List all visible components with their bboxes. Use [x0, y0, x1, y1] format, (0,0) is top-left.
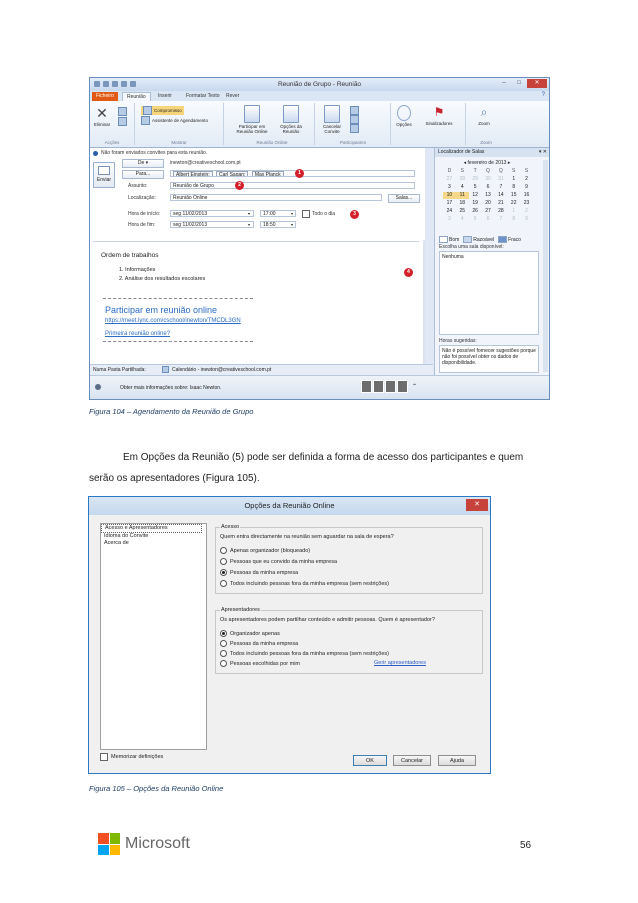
shared-folder-label: Numa Pasta Partilhada:: [93, 367, 146, 373]
calendar-day[interactable]: 3: [448, 184, 451, 190]
message-editor[interactable]: [93, 241, 419, 360]
outlook-meeting-window: [89, 77, 550, 400]
calendar-day[interactable]: 19: [472, 200, 478, 206]
address-book-icon[interactable]: [350, 106, 359, 115]
calendar-day[interactable]: 5: [473, 216, 477, 222]
calendar-day[interactable]: 9: [525, 216, 528, 222]
apresentadores-legend: Apresentadores: [221, 607, 260, 613]
tab-formatar-texto[interactable]: Formatar Texto: [186, 93, 220, 99]
calendar-day[interactable]: 2: [525, 208, 528, 214]
radio-icon: [220, 580, 227, 587]
radio-icon: [220, 558, 227, 565]
help-icon[interactable]: ?: [541, 92, 545, 98]
calendar-day[interactable]: 6: [486, 216, 490, 222]
person-icon: [95, 384, 101, 390]
info-icon: [93, 151, 98, 156]
opcoes-reuniao-button[interactable]: Opções da Reunião: [272, 105, 310, 134]
hora-fim-date[interactable]: seg 11/02/2013: [170, 221, 254, 228]
microsoft-logo: [98, 833, 190, 855]
room-list[interactable]: [439, 251, 539, 335]
group-opcoes: [391, 103, 466, 145]
category-item[interactable]: Acesso e Apresentadores: [101, 524, 202, 533]
acesso-option[interactable]: Todos incluindo pessoas fora da minha empresa (sem restrições): [220, 580, 389, 587]
calendar-day[interactable]: 25: [459, 208, 466, 214]
acesso-option[interactable]: Pessoas da minha empresa: [220, 569, 298, 576]
category-item[interactable]: Acerca de: [104, 540, 129, 546]
online-meeting-icon: [244, 105, 260, 123]
avatar[interactable]: [385, 380, 396, 393]
divider: [103, 298, 253, 299]
calendar-day[interactable]: 21: [498, 200, 504, 206]
online-meeting-url[interactable]: https://meet.lync.com/cschool/inewton/TMCDL3GN: [105, 318, 241, 324]
calendar-day[interactable]: 10: [443, 192, 456, 199]
calendar-day[interactable]: 14: [498, 192, 504, 198]
para-button[interactable]: Para...: [122, 170, 164, 179]
page-number: 56: [520, 840, 532, 851]
title-bar: [90, 78, 549, 91]
compromisso-button[interactable]: Compromisso: [141, 106, 184, 115]
microsoft-logo-icon: [98, 833, 120, 855]
participar-reuniao-online-button[interactable]: Participar em Reunião Online: [232, 105, 272, 134]
figure-caption: Figura 105 – Opções da Reunião Online: [89, 784, 224, 793]
editor-title: Ordem de trabalhos: [101, 252, 159, 259]
calendar-icon: [143, 106, 152, 115]
calendar-day[interactable]: 27: [446, 176, 453, 182]
calendar-day[interactable]: 1: [512, 208, 516, 214]
ok-button[interactable]: OK: [353, 755, 387, 766]
maximize-icon[interactable]: □: [517, 80, 521, 86]
close-icon[interactable]: ✕: [466, 499, 488, 511]
calendar-day[interactable]: 18: [459, 200, 466, 206]
meeting-options-icon: [283, 105, 299, 123]
cancel-invitation-icon: [324, 105, 340, 123]
calendar-day[interactable]: 28: [498, 208, 504, 214]
group-reuniao-online: Participar em Reunião Online Opções da Reunião Reunião Online: [230, 103, 315, 145]
recipient-chip[interactable]: Albert Einstein;: [173, 171, 213, 177]
options-icon: [397, 105, 411, 121]
calendar-day[interactable]: 15: [510, 192, 517, 198]
calendar-day[interactable]: 7: [499, 184, 503, 190]
suggested-times-label: Horas sugeridas:: [439, 338, 477, 344]
assunto-label: Assunto:: [128, 183, 148, 189]
assistente-agendamento-button[interactable]: Assistente de Agendamento: [141, 116, 208, 125]
calendar-day[interactable]: 4: [460, 184, 464, 190]
marker-3: 3: [350, 210, 359, 219]
recipient-chip[interactable]: Max Planck: [252, 171, 284, 177]
radio-icon: [220, 547, 227, 554]
calendar-day[interactable]: 3: [448, 216, 451, 222]
magnifier-icon: ⌕: [480, 105, 488, 119]
tab-rever[interactable]: Rever: [226, 93, 240, 99]
people-pane: [90, 375, 549, 399]
divider: [103, 341, 253, 342]
weekday-label: Q: [486, 168, 490, 174]
figure-caption: Figura 104 – Agendamento da Reunião de Grupo: [89, 407, 254, 416]
chevron-down-icon[interactable]: ▾: [291, 222, 294, 227]
tab-inserir[interactable]: Inserir: [158, 93, 172, 99]
online-meeting-options-dialog: [88, 496, 491, 774]
tab-ficheiro[interactable]: Ficheiro: [92, 92, 118, 101]
checkbox-icon: [302, 210, 310, 218]
close-icon[interactable]: ✕: [527, 79, 547, 88]
calendar-day[interactable]: 22: [510, 200, 517, 206]
weekday-label: S: [460, 168, 464, 174]
pane-scrollbar[interactable]: [543, 160, 548, 372]
close-icon[interactable]: ▾ ✕: [538, 149, 547, 155]
send-button[interactable]: Enviar: [93, 162, 115, 188]
radio-selected-icon: [220, 569, 227, 576]
radio-selected-icon: [220, 630, 227, 637]
calendar-day[interactable]: 31: [498, 176, 504, 182]
meeting-form: [90, 148, 425, 389]
calendar-day[interactable]: 9: [525, 184, 528, 190]
eliminar-button[interactable]: ✕ Eliminar: [93, 105, 111, 127]
participant-avatars: [361, 380, 408, 393]
choose-room-label: Escolha uma sala disponível:: [439, 244, 504, 250]
acesso-question: Quem entra directamente na reunião sem aguardar na sala de espera?: [220, 534, 394, 540]
zoom-button[interactable]: ⌕ Zoom: [470, 105, 498, 126]
shared-calendar-value[interactable]: Calendário - inewton@creativeschool.com.pt: [172, 367, 272, 373]
response-options-icon[interactable]: [350, 124, 359, 133]
para-field[interactable]: [170, 170, 415, 177]
apresentadores-option[interactable]: Pessoas da minha empresa: [220, 640, 298, 647]
legend-razoavel: Razoável: [463, 236, 494, 243]
calendar-day[interactable]: 20: [485, 200, 491, 206]
info-bar: Não foram enviados convites para esta reunião.: [93, 150, 207, 156]
apresentadores-option[interactable]: Organizador apenas: [220, 630, 280, 637]
category-item[interactable]: Idioma do Convite: [104, 533, 149, 539]
next-month-icon[interactable]: ▸: [507, 160, 511, 166]
calendar-day[interactable]: 7: [499, 216, 503, 222]
window-title: Reunião de Grupo - Reunião: [277, 81, 362, 88]
assunto-field[interactable]: Reunião de Grupo: [170, 182, 415, 189]
online-meeting-link[interactable]: Participar em reunião online: [105, 305, 218, 315]
acesso-group: [215, 524, 483, 594]
onenote-icon[interactable]: [118, 117, 127, 126]
cancelar-convite-button[interactable]: Cancelar Convite: [318, 105, 346, 134]
prev-month-icon[interactable]: ◂: [463, 160, 467, 166]
minimize-icon[interactable]: –: [502, 80, 506, 86]
logo-square: [98, 833, 109, 844]
apresentadores-question: Os apresentadores podem partilhar conteúdo e admitir pessoas. Quem é apresentador?: [220, 617, 435, 623]
ribbon: [90, 101, 549, 148]
flag-icon: ⚑: [433, 105, 445, 119]
remember-settings-checkbox[interactable]: Memorizar definições: [100, 753, 163, 761]
hora-fim-label: Hora de fim:: [128, 222, 156, 228]
marker-2: 2: [235, 181, 244, 190]
calendar-day[interactable]: 8: [512, 184, 516, 190]
calendar-day[interactable]: 30: [485, 176, 491, 182]
calendar-day[interactable]: 8: [512, 216, 516, 222]
calendar-day[interactable]: 11: [456, 192, 469, 199]
suggested-times-box: Não é possível fornecer sugestões porque não foi possível obter os dados de disponibilidade.: [439, 345, 539, 373]
chevron-up-icon[interactable]: ⌃: [412, 384, 418, 390]
calendar-day[interactable]: 27: [485, 208, 491, 214]
chevron-down-icon[interactable]: ▾: [248, 222, 251, 227]
people-pane-info: Obter mais informações sobre: Isaac Newton.: [120, 385, 222, 391]
radio-icon: [220, 650, 227, 657]
calendar-day[interactable]: 29: [472, 176, 478, 182]
forward-icon[interactable]: [118, 107, 127, 116]
calendar-day[interactable]: 1: [512, 176, 516, 182]
localizacao-label: Localização:: [128, 195, 156, 201]
opcoes-button[interactable]: Opções: [393, 105, 415, 127]
ajuda-button[interactable]: Ajuda: [438, 755, 476, 766]
de-value: inewton@creativeschool.com.pt: [170, 160, 241, 166]
tab-reuniao[interactable]: Reunião: [122, 92, 151, 102]
acesso-option[interactable]: Apenas organizador (bloqueado): [220, 547, 310, 554]
calendar-day[interactable]: 12: [472, 192, 478, 198]
weekday-label: S: [524, 168, 529, 174]
calendar-day[interactable]: 26: [472, 208, 478, 214]
acesso-legend: Acesso: [221, 524, 240, 530]
acesso-option[interactable]: Pessoas que eu convido da minha empresa: [220, 558, 337, 565]
room-finder-pane: [434, 148, 550, 375]
sinalizadores-button[interactable]: ⚑ Sinalizadores: [417, 105, 461, 126]
hora-inicio-date[interactable]: seg 11/02/2013: [170, 210, 254, 217]
marker-1: 1: [295, 169, 304, 178]
calendar-day[interactable]: 2: [525, 176, 528, 182]
room-finder-title: Localizador de Salas ▾ ✕: [435, 148, 550, 157]
delete-icon: ✕: [96, 105, 108, 121]
salas-button[interactable]: Salas...: [388, 194, 420, 203]
legend-bom: Bom: [439, 236, 459, 243]
first-meeting-link[interactable]: Primeira reunião online?: [105, 331, 171, 337]
scheduling-icon: [141, 116, 150, 125]
chevron-down-icon[interactable]: ▾: [248, 211, 251, 216]
agenda-item: 1. Informações: [119, 267, 156, 273]
calendar-day[interactable]: 5: [473, 184, 477, 190]
shared-folder-bar: [90, 364, 433, 375]
cancelar-button[interactable]: Cancelar: [393, 755, 431, 766]
calendar-day[interactable]: 16: [523, 192, 530, 198]
room-list-item[interactable]: Nenhuma: [442, 254, 464, 260]
group-zoom: ⌕ Zoom Zoom: [466, 103, 506, 145]
logo-square: [110, 833, 121, 844]
hora-inicio-label: Hora de início:: [128, 211, 161, 217]
group-participantes: Cancelar Convite Participantes: [316, 103, 391, 145]
calendar-day[interactable]: 6: [486, 184, 490, 190]
weekday-label: D: [447, 168, 452, 174]
todo-o-dia-checkbox[interactable]: Todo o dia: [302, 210, 335, 218]
mini-calendar: [443, 168, 533, 223]
avatar[interactable]: [397, 380, 408, 393]
logo-text: Microsoft: [125, 835, 190, 852]
paragraph: Em Opções da Reunião (5) pode ser definida a forma de acesso dos participantes e quem: [123, 452, 524, 463]
group-accoes: ✕ Eliminar Acções: [90, 103, 135, 145]
logo-square: [110, 845, 121, 856]
weekday-label: T: [473, 168, 477, 174]
calendar-day[interactable]: 28: [459, 176, 466, 182]
window-controls: [497, 79, 547, 88]
recipient-chip[interactable]: Carl Sagan;: [216, 171, 248, 177]
paragraph: serão os apresentadores (Figura 105).: [89, 473, 260, 484]
calendar-icon: [162, 366, 169, 373]
calendar-day[interactable]: 23: [523, 200, 530, 206]
calendar-day[interactable]: 13: [485, 192, 491, 198]
calendar-day[interactable]: 4: [460, 216, 464, 222]
agenda-item: 2. Análise dos resultados escolares: [119, 276, 206, 282]
weekday-label: S: [512, 168, 516, 174]
group-mostrar: Compromisso Assistente de Agendamento Mostrar: [135, 103, 224, 145]
availability-legend: [439, 236, 521, 243]
hora-inicio-time[interactable]: 17:00: [260, 210, 296, 217]
legend-fraco: Fraco: [498, 236, 521, 243]
dialog-title: Opções da Reunião Online: [89, 497, 490, 515]
checkbox-icon: [100, 753, 108, 761]
radio-icon: [220, 660, 227, 667]
localizacao-field[interactable]: Reunião Online: [170, 194, 382, 201]
month-title: ◂ fevereiro de 2013 ▸: [463, 160, 511, 166]
avatar[interactable]: [361, 380, 372, 393]
de-button[interactable]: De ▾: [122, 159, 164, 168]
weekday-label: Q: [498, 168, 503, 174]
avatar[interactable]: [373, 380, 384, 393]
gerir-apresentadores-link[interactable]: Gerir apresentadores: [374, 660, 426, 666]
apresentadores-group: [215, 607, 483, 674]
calendar-day[interactable]: 17: [446, 200, 453, 206]
apresentadores-option[interactable]: Todos incluindo pessoas fora da minha empresa (sem restrições): [220, 650, 389, 657]
marker-4: 4: [404, 268, 413, 277]
envelope-icon: [98, 166, 110, 175]
hora-fim-time[interactable]: 18:50: [260, 221, 296, 228]
category-list: [100, 523, 207, 750]
check-names-icon[interactable]: [350, 115, 359, 124]
radio-icon: [220, 640, 227, 647]
calendar-day[interactable]: 24: [446, 208, 453, 214]
apresentadores-option[interactable]: Pessoas escolhidas por mim: [220, 660, 300, 667]
chevron-down-icon[interactable]: ▾: [291, 211, 294, 216]
logo-square: [98, 845, 109, 856]
